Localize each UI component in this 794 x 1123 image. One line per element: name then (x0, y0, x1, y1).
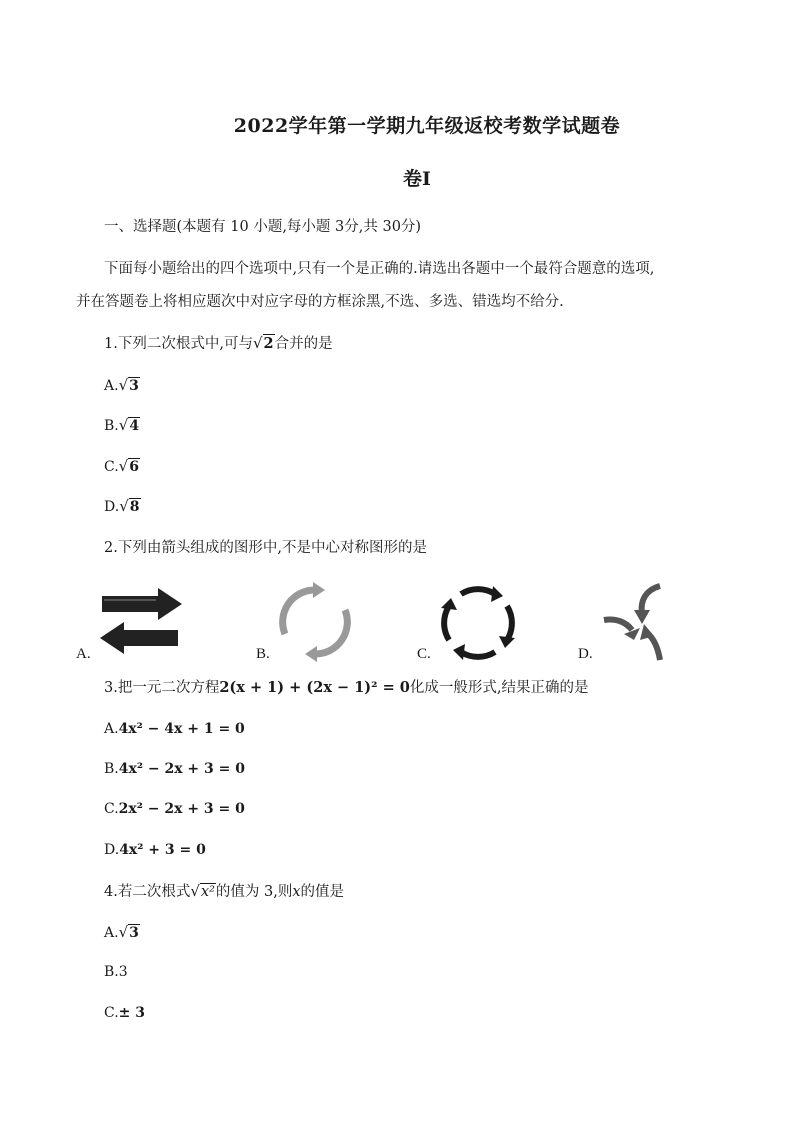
circular-arrows-four-icon (439, 584, 517, 662)
opposite-arrows-icon (98, 588, 183, 660)
sqrt-expression: √2 (252, 334, 274, 352)
q3-option-c: C.2x² − 2x + 3 = 0 (104, 801, 245, 817)
q3-option-a: A.4x² − 4x + 1 = 0 (104, 721, 245, 737)
question-3-prefix: 3.把一元二次方程 (104, 680, 220, 696)
question-1-stem (104, 333, 333, 354)
q4-option-a: A.√3 (104, 923, 139, 941)
section-volume-title: 卷I (403, 168, 431, 190)
page-title: 2022学年第一学期九年级返校考数学试题卷 (233, 115, 621, 137)
q1-option-b: B.√4 (104, 416, 140, 434)
equation: 2(x + 1) + (2x − 1)² = 0 (219, 679, 410, 696)
question-1-suffix: 合并的是 (274, 336, 333, 352)
q3-option-d: D.4x² + 3 = 0 (104, 842, 206, 858)
figure-a-label: A. (76, 646, 91, 662)
figure-b-label: B. (256, 646, 270, 662)
question-1-prefix: 1.下列二次根式中,可与 (104, 336, 253, 352)
circular-arrows-light-icon (275, 582, 355, 662)
sqrt-expression: √x² (190, 882, 215, 900)
instructions-line-1: 下面每小题给出的四个选项中,只有一个是正确的.请选出各题中一个最符合题意的选项, (104, 261, 655, 277)
q1-option-a: A.√3 (104, 376, 139, 394)
question-3-stem (104, 678, 588, 698)
figure-d-label: D. (578, 646, 593, 662)
question-4-stem: 4.若二次根式√x²的值为 3,则x的值是 (104, 882, 345, 900)
q3-option-b: B.4x² − 2x + 3 = 0 (104, 761, 245, 777)
question-2-stem: 2.下列由箭头组成的图形中,不是中心对称图形的是 (104, 540, 427, 556)
section-heading: 一、选择题(本题有 10 小题,每小题 3分,共 30分) (104, 219, 422, 235)
q4-option-c: C.± 3 (104, 1005, 146, 1021)
q1-option-c: C.√6 (104, 457, 139, 475)
q1-option-d: D.√8 (104, 497, 140, 515)
three-curved-arrows-icon (600, 580, 666, 662)
q4-option-b: B.3 (104, 964, 128, 980)
figure-c-label: C. (417, 646, 431, 662)
instructions-line-2: 并在答题卷上将相应题次中对应字母的方框涂黑,不选、多选、错选均不给分. (76, 294, 564, 310)
question-3-suffix: 化成一般形式,结果正确的是 (409, 680, 589, 696)
